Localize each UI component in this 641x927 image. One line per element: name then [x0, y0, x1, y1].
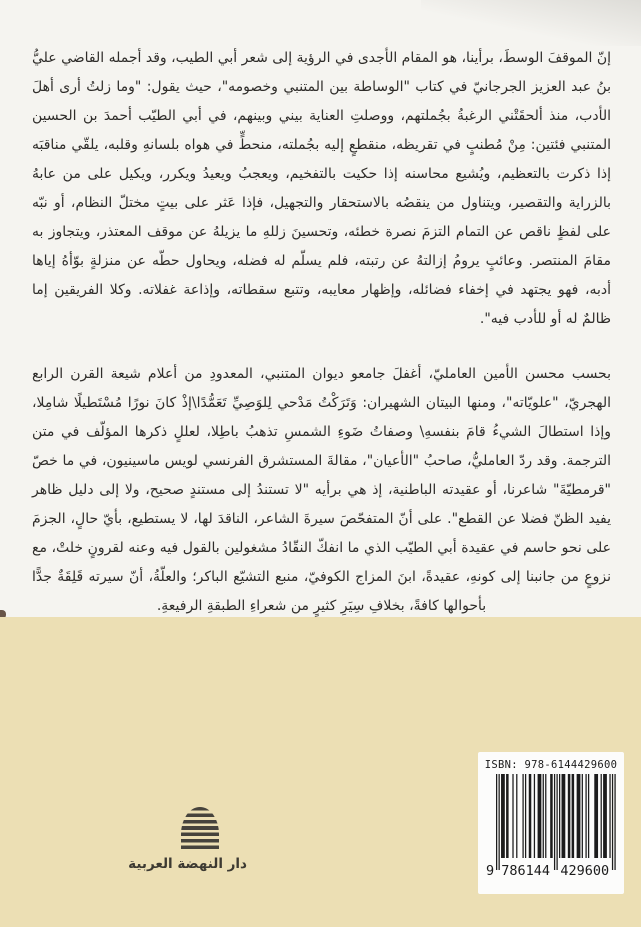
svg-text:9: 9	[486, 863, 495, 879]
isbn-barcode-box	[478, 752, 624, 894]
svg-text:429600: 429600	[560, 863, 610, 879]
publisher-emblem-icon	[181, 807, 219, 852]
ean13-barcode	[485, 774, 617, 878]
scan-shadow	[421, 0, 641, 46]
svg-text:786144: 786144	[501, 863, 550, 879]
blurb-paragraph-1: إنّ الموقفَ الوسطَ، برأينا، هو المقام الأجدى في الرؤية إلى شعر أبي الطيب، وقد أجمله القاضي عليُّ بنُ عبد العزيز الجرجانيّ في كتاب "الوساطة بين المتنبي وخصومه"، حيث يقول: "وما زلتُ أرى أهلَ الأدب، منذ ألحقَتْني الرغبةُ بجُملتهم، ووصلتِ العناية بيني وبينهم، في أبي الطيّب أحمدَ بن الحسين المتنبي فئتين: مِنْ مُطنبٍ في تقريظه، منقطعٍ إليه بجُملته، منحطٍّ في هواه بلسانهِ وقلبه، يلقّي مناقبَه إذا ذكرت بالتعظيم، ويُشيع محاسنه إذا حكيت بالتفخيم، ويعجبُ ويعيدُ ويكرر، ويكيل على من عابهُ بالزراية والتقصير، ويتناول من ينقصُه بالاستحقار والتجهيل، فإذا عَثر على بيتٍ مختلّ النظام، أو نبّه على لفظٍ ناقص عن التمام التزمَ نصرة خطئه، وتحسينَ زللهِ ما يزيلهُ عن موقف المعتذر، ويتجاوز به مقامَ المنتصر. وعائبٍ يرومُ إزالتهُ عن رتبته، فلم يسلّم له فضله، ويحاول حطّه عن منزلةٍ بوّأهُ إياها أدبه، فهو يجتهد في إخفاء فضائله، وإظهار معايبه، وتتبع سقطاته، وإذاعة غفلاته. وكلا الفريقين إما ظالمٌ له أو للأدب فيه".	[32, 50, 611, 327]
back-cover-lower-panel	[0, 617, 641, 927]
publisher-logo	[128, 807, 247, 872]
publisher-name: دار النهضة العربية	[128, 856, 247, 872]
isbn-label: ISBN: 978-6144429600	[484, 759, 618, 771]
blurb-paragraph-2: بحسب محسن الأمين العامليّ، أغفلَ جامعو ديوان المتنبي، المعدودِ من أعلام شيعة القرن الرابع الهجريّ، "علويّاته"، ومنها البيتان الشهيران: وَتَرَكْتُ مَدْحي لِلوَصِيِّ تَعَمُّدًا\إذْ كانَ نورًا مُسْتَطيلًا شامِلا، وإذا استطالَ الشيءُ قامَ بنفسهِ\ وصفاتُ ضَوءِ الشمسِ تذهبُ باطِلا، لعللٍ ذكرها المؤلّف في متن الترجمة. وقد ردّ العامليُّ، صاحبُ "الأعيان"، مقالةَ المستشرق الفرنسي لويس ماسينيون، في ما خصّ "قرمطيّةَ" شاعرنا، أو عقيدته الباطنية، إذ هي برأيه "لا تستندُ إلى مستندٍ صحيح، ولا إلى دليل ظاهر يفيد الظنّ فضلا عن القطع". على أنّ المتفحّصَ سيرةَ الشاعر، الناقدَ لها، لا يستطيع، بأيّ حالٍ، الجزمَ على نحو حاسم في عقيدة أبي الطيّب الذي ما انفكّ النقّادُ مشغولين بالقول فيه وعنه لقرونٍ خلتْ، مع نزوعٍ من جانبنا إلى كونهِ، عقيدةً، ابنَ المزاج الكوفيّ، منبع التشيّع الباكر؛ والعلّةُ، أنّ سيرته قَلِقَةٌ جدًّا بأحوالها كافةً، بخلافِ سِيَرِ كثيرٍ من شعراءِ الطبقةِ الرفيعةِ.	[32, 366, 611, 614]
